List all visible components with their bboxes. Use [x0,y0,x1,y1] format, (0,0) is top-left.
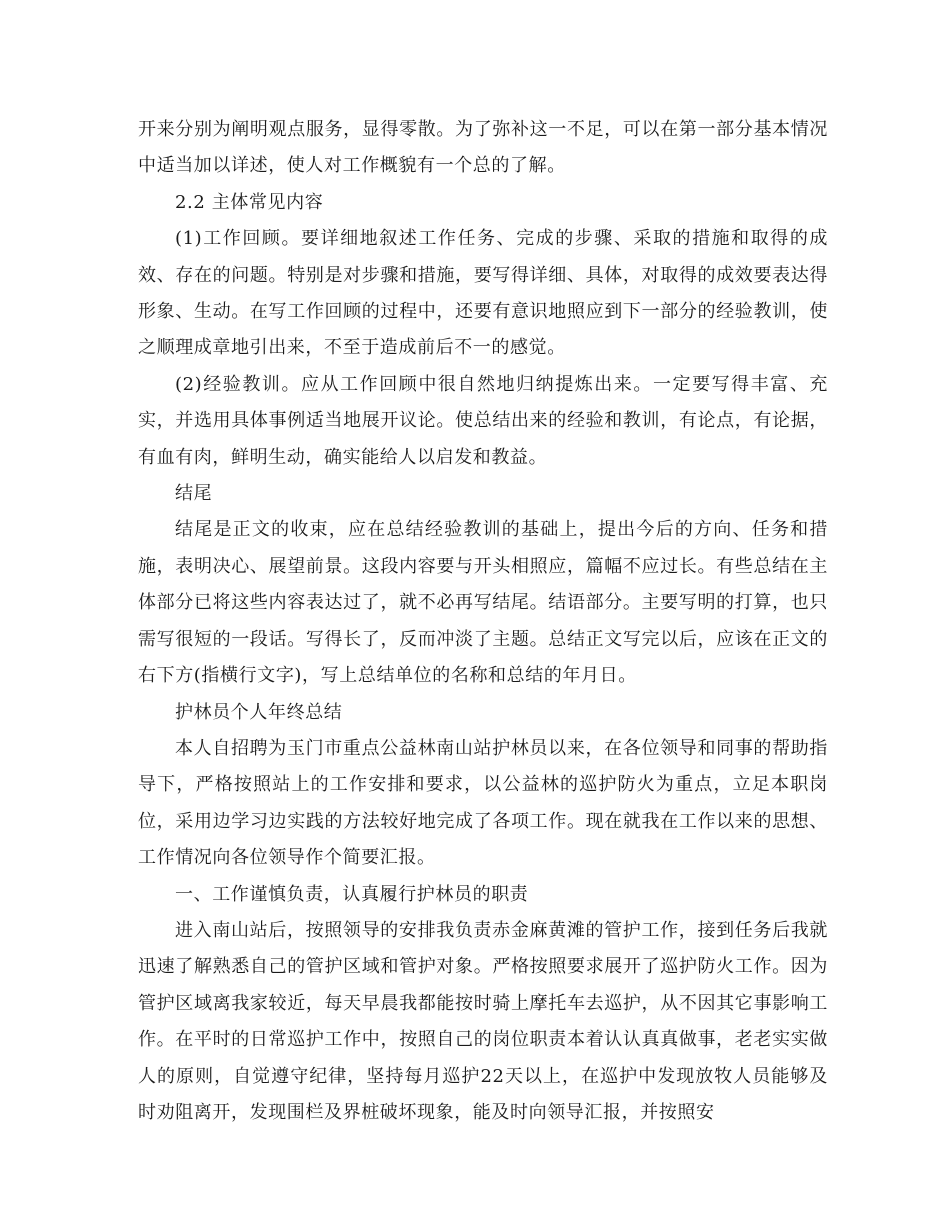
document-subtitle-forest-ranger-summary: 护林员个人年终总结 [175,701,343,723]
section-heading-main-content: 2.2 主体常见内容 [175,191,324,213]
paragraph-intro-continuation: 开来分别为阐明观点服务，显得零散。为了弥补这一不足，可以在第一部分基本情况中适当加以详述，使人对工作概貌有一个总的了解。 [138,119,828,177]
paragraph-lessons-learned: (2)经验教训。应从工作回顾中很自然地归纳提炼出来。一定要写得丰富、充实，并选用具体事例适当地展开议论。使总结出来的经验和教训，有论点，有论据，有血有肉，鲜明生动，确实能给人以启发和教益。 [138,373,828,468]
paragraph-ranger-intro: 本人自招聘为玉门市重点公益林南山站护林员以来，在各位领导和同事的帮助指导下，严格按照站上的工作安排和要求，以公益林的巡护防火为重点，立足本职岗位，采用边学习边实践的方法较好地完成了各项工作。现在就我在工作以来的思想、工作情况向各位领导作个简要汇报。 [138,737,828,869]
paragraph-ending: 结尾是正文的收束，应在总结经验教训的基础上，提出今后的方向、任务和措施，表明决心、展望前景。这段内容要与开头相照应，篇幅不应过长。有些总结在主体部分已将这些内容表达过了，就不必再写结尾。结语部分。主要写明的打算，也只需写很短的一段话。写得长了，反而冲淡了主题。总结正文写完以后，应该在正文的右下方(指横行文字)，写上总结单位的名称和总结的年月日。 [138,519,828,687]
paragraph-work-review: (1)工作回顾。要详细地叙述工作任务、完成的步骤、采取的措施和取得的成效、存在的问题。特别是对步骤和措施，要写得详细、具体，对取得的成效要表达得形象、生动。在写工作回顾的过程中，还要有意识地照应到下一部分的经验教训，使之顺理成章地引出来，不至于造成前后不一的感觉。 [138,228,828,359]
section-heading-duty: 一、工作谨慎负责，认真履行护林员的职责 [175,883,529,905]
paragraph-duty-details: 进入南山站后，按照领导的安排我负责赤金麻黄滩的管护工作，接到任务后我就迅速了解熟悉自己的管护区域和管护对象。严格按照要求展开了巡护防火工作。因为管护区域离我家较近，每天早晨我都能按时骑上摩托车去巡护，从不因其它事影响工作。在平时的日常巡护工作中，按照自己的岗位职责本着认认真真做事，老老实实做人的原则，自觉遵守纪律，坚持每月巡护22天以上，在巡护中发现放牧人员能够及时劝阻离开，发现围栏及界桩破坏现象，能及时向领导汇报，并按照安 [138,919,828,1123]
section-heading-ending: 结尾 [175,483,213,505]
document-body [138,112,828,1131]
